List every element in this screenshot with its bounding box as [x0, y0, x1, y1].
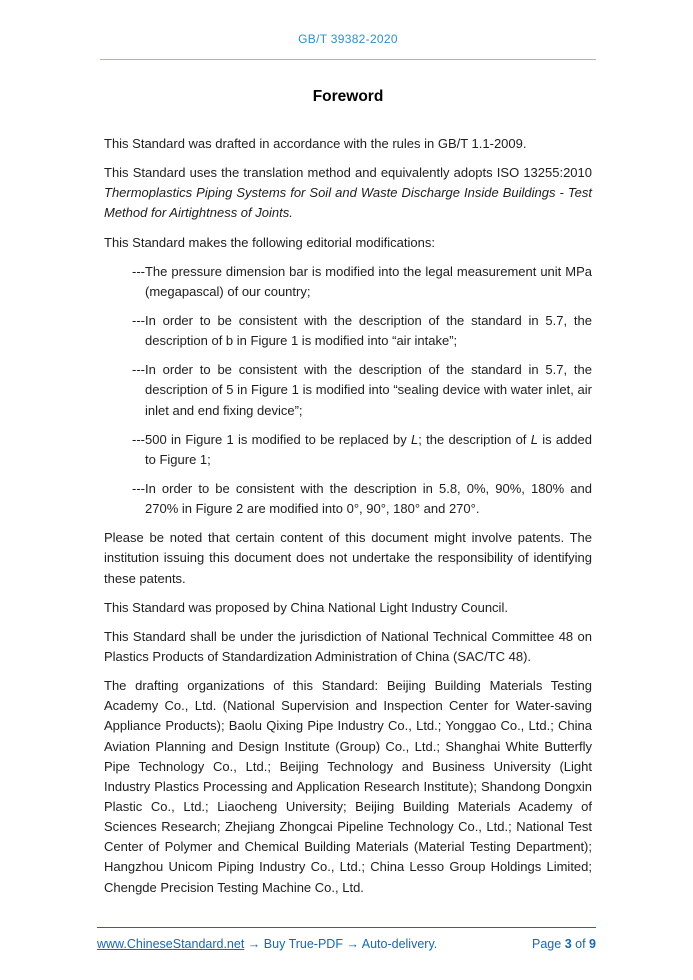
list-item-2: ---In order to be consistent with the description of the standard in 5.7, the description of b in Figure 1 is modified into “air intake”; — [132, 312, 592, 349]
list-item-4-text-b: ; the description of — [418, 431, 531, 447]
page-word: Page — [532, 937, 562, 951]
header-divider — [100, 59, 596, 60]
list-item-1: ---The pressure dimension bar is modified into the legal measurement unit MPa (megapascal) of our country; — [132, 263, 592, 299]
arrow-right-icon: → — [346, 937, 359, 951]
paragraph-translation-text: This Standard uses the translation method and equivalently adopts ISO 13255:2010 — [104, 165, 592, 181]
page-title: Foreword — [312, 88, 384, 105]
paragraph-jurisdiction: This Standard shall be under the jurisdiction of National Technical Committee 48 on Plastics Products of Standardization Administration of China (SAC/TC 48). — [104, 628, 592, 664]
list-item-5: ---In order to be consistent with the description in 5.8, 0%, 90%, 180% and 270% in Figure 2 are modified into 0°, 90°, 180° and 270°. — [132, 480, 592, 517]
page-current: 3 — [564, 937, 572, 951]
arrow-right-icon: → — [247, 937, 261, 951]
paragraph-translation — [104, 163, 592, 223]
footer-delivery-text: Auto-delivery. — [361, 937, 438, 951]
list-item-4-italic-L: L — [410, 431, 419, 447]
list-item-4 — [104, 430, 592, 470]
list-item-3: ---In order to be consistent with the description of the standard in 5.7, the description of 5 in Figure 1 is modified into “sealing device with water inlet, air inlet and end fixing device”; — [132, 362, 592, 418]
paragraph-drafting-organizations: The drafting organizations of this Standard: Beijing Building Materials Testing Academy Co., Ltd. (National Supervision and Inspection Center for Water-saving Appliance Products); Baolu Qixing Pipe Industry Co., Ltd.; Yonggao Co., Ltd.; China Aviation Planning and Design Institute (Group) Co., Ltd.; Shanghai White Butterfly Pipe Technology Co., Ltd.; Beijing Technology and Business University (Light Industry Plastics Processing and Application Research Institute); Shandong Dongxin Plastic Co., Ltd.; Liaocheng University; Beijing Building Materials Academy of Sciences Research; Zhejiang Zhongcai Pipeline Technology Co., Ltd.; National Test Center of Polymer and Chemical Building Materials (Material Testing Department); Hangzhou Unicom Piping Industry Co., Ltd.; China Lesso Group Holdings Limited; Chengde Precision Testing Machine Co., Ltd. — [104, 678, 592, 895]
paragraph-proposed-by: This Standard was proposed by China National Light Industry Council. — [104, 599, 508, 615]
page-indicator — [532, 937, 596, 951]
footer-buy-text: Buy True-PDF — [263, 937, 343, 951]
paragraph-patents: Please be noted that certain content of this document might involve patents. The institution issuing this document does not undertake the responsibility of identifying these patents. — [104, 530, 592, 586]
paragraph-modifications-intro: This Standard makes the following editorial modifications: — [104, 234, 435, 250]
list-item-4-text-c: is added to Figure 1; — [145, 431, 592, 467]
of-word: of — [575, 937, 586, 951]
paragraph-drafted: This Standard was drafted in accordance with the rules in GB/T 1.1-2009. — [104, 136, 527, 151]
footer-info — [97, 937, 437, 951]
list-item-4-italic-L2: L — [530, 431, 538, 447]
list-item-4-text-a: ---500 in Figure 1 is modified to be replaced by — [132, 431, 411, 447]
page-footer — [97, 927, 596, 951]
footer-link[interactable]: www.ChineseStandard.net — [97, 937, 245, 951]
doc-number: GB/T 39382-2020 — [298, 32, 398, 46]
page-total: 9 — [589, 937, 596, 951]
standard-title-italic: Thermoplastics Piping Systems for Soil and Waste Discharge Inside Buildings - Test Method for Airtightness of Joints. — [104, 185, 592, 221]
